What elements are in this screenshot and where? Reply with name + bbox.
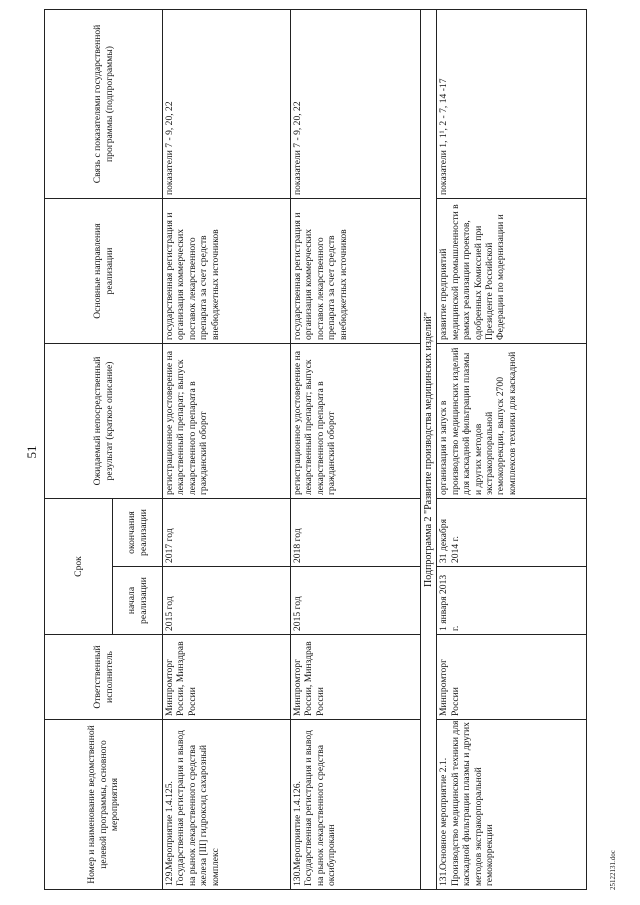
table-row	[163, 10, 291, 890]
measures-table	[44, 9, 587, 890]
header-directions: Основные направления реализации	[45, 199, 163, 344]
row-number: 130.	[292, 869, 303, 886]
cell-result: регистрационное удостоверение на лекарственный препарат; выпуск лекарственного препарата в гражданский оборот	[291, 344, 421, 499]
header-start: начала реализации	[113, 567, 163, 635]
measure-name: Мероприятие 1.4.126. Государственная регистрация и вывод на рынок лекарственного средства оксибупрокаин	[292, 730, 338, 886]
subprogram-title: Подпрограмма 2 "Развитие производства медицинских изделий"	[421, 10, 437, 890]
header-link: Связь с показателями государственной программы (подпрограммы)	[45, 10, 163, 199]
row-number: 129.	[164, 869, 175, 886]
subprogram-row	[421, 10, 437, 890]
cell-start: 1 января 2013 г.	[437, 567, 587, 635]
cell-end: 31 декабря 2014 г.	[437, 499, 587, 567]
cell-link: показатели 7 - 9, 20, 22	[163, 10, 291, 199]
cell-result: организация и запуск в производство медицинских изделий для каскадной фильтрации плазмы и других методов экстракорпоральной гемокоррекции, выпуск 2700 комплексов техники для каскадной	[437, 344, 587, 499]
cell-start: 2015 год	[291, 567, 421, 635]
cell-executor: Минпромторг России, Минздрав России	[291, 635, 421, 720]
measure-name: Основное мероприятие 2.1. Производство медицинской техники для каскадной фильтрации плазмы и других методов экстракорпоральной гемокоррекции	[438, 720, 496, 886]
measure-name: Мероприятие 1.4.125. Государственная регистрация и вывод на рынок лекарственного средства железа [III] гидроксид сахарозный комплекс	[164, 730, 221, 886]
header-end: окончания реализации	[113, 499, 163, 567]
cell-link: показатели 1, 1¹, 2 - 7, 14 -17	[437, 10, 587, 199]
header-term: Срок	[45, 499, 113, 635]
cell-executor: Минпромторг России	[437, 635, 587, 720]
cell-start: 2015 год	[163, 567, 291, 635]
cell-directions: развитие предприятий медицинской промышленности в рамках реализации проектов, одобренных Комиссией при Президенте Российской Федерации по модернизации и	[437, 199, 587, 344]
row-number: 131.	[438, 869, 450, 886]
cell-executor: Минпромторг России, Минздрав России	[163, 635, 291, 720]
table-row	[291, 10, 421, 890]
cell-end: 2018 год	[291, 499, 421, 567]
table-row	[437, 10, 587, 890]
header-executor: Ответственный исполнитель	[45, 635, 163, 720]
rotated-page	[24, 10, 624, 890]
header-name: Номер и наименование ведомственной целевой программы, основного мероприятия	[45, 720, 163, 890]
page-number: 51	[24, 445, 39, 459]
cell-name	[163, 720, 291, 890]
cell-directions: государственная регистрация и организация коммерческих поставок лекарственного препарата за счет средств внебюджетных источников	[291, 199, 421, 344]
cell-directions: государственная регистрация и организация коммерческих поставок лекарственного препарата за счет средств внебюджетных источников	[163, 199, 291, 344]
cell-result: регистрационное удостоверение на лекарственный препарат; выпуск лекарственного препарата в гражданский оборот	[163, 344, 291, 499]
cell-name	[291, 720, 421, 890]
cell-link: показатели 7 - 9, 20, 22	[291, 10, 421, 199]
cell-end: 2017 год	[163, 499, 291, 567]
header-result: Ожидаемый непосредственный результат (краткое описание)	[45, 344, 163, 499]
file-footer: 25122131.doc	[609, 850, 617, 890]
cell-name	[437, 720, 587, 890]
